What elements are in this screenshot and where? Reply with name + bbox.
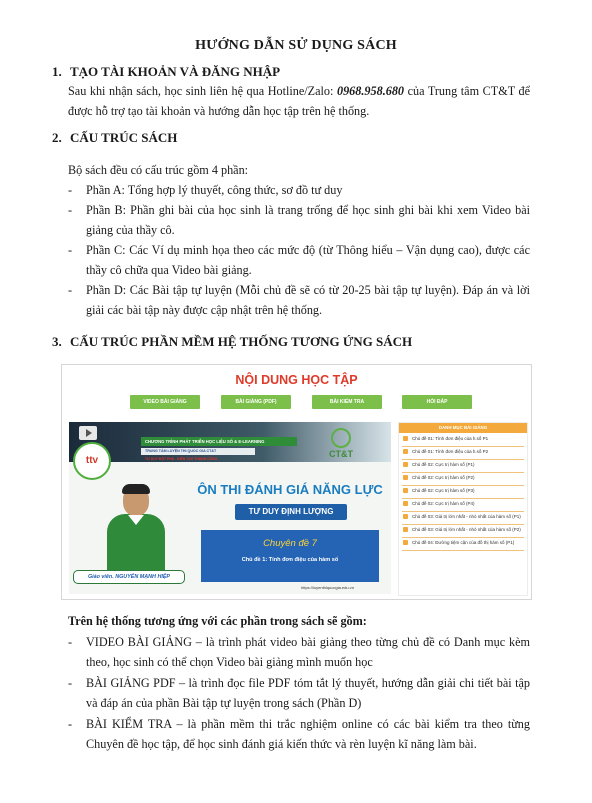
course-title: ÔN THI ĐÁNH GIÁ NĂNG LỰC xyxy=(197,482,383,497)
course-subtitle: TƯ DUY ĐỊNH LƯỢNG xyxy=(235,504,347,520)
section-number: 2. xyxy=(52,130,62,145)
list-item: - Phần C: Các Ví dụ minh họa theo các mức độ (từ Thông hiểu – Vận dụng cao), được các thầy cô chữa qua Video bài giảng. xyxy=(68,243,530,277)
section-1-paragraph xyxy=(68,81,530,121)
tab-tests[interactable]: BÀI KIỂM TRA xyxy=(312,395,382,409)
lecture-item[interactable]: Chủ đề 02: Cực trị hàm số (P4) xyxy=(402,499,524,512)
paragraph-text: Sau khi nhận sách, học sinh liên hệ qua Hotline/Zalo: xyxy=(68,84,337,98)
lecture-item[interactable]: Chủ đề 02: Cực trị hàm số (P3) xyxy=(402,486,524,499)
play-icon[interactable] xyxy=(79,426,97,440)
section-number: 1. xyxy=(52,64,62,79)
list-item: - BÀI KIỂM TRA – là phần mềm thi trắc nghiệm online có các bài kiểm tra theo từng Chuyên đề học tập, để học sinh đánh giá kiến thức và rèn luyện kĩ năng làm bài. xyxy=(68,717,530,751)
topic-number: Chuyên đề 7 xyxy=(263,538,317,549)
ttv-logo: ttv xyxy=(73,442,111,480)
list-item: - Phần D: Các Bài tập tự luyện (Mỗi chủ đề sẽ có từ 20-25 bài tập tự luyện). Đáp án và lời giải các bài tập này được cập nhật trên hệ thống. xyxy=(68,283,530,317)
section-3-intro: Trên hệ thống tương ứng với các phần trong sách sẽ gồm: xyxy=(68,614,367,628)
logo-ring-icon xyxy=(331,428,351,448)
center-banner: TRUNG TÂM LUYỆN THI QUỐC GIA CT&T xyxy=(141,448,255,455)
list-item: - BÀI GIẢNG PDF – là trình đọc file PDF tóm tắt lý thuyết, hướng dẫn giải chi tiết bài tập và đáp án của phần Bài tập tự luyện trong sách (Phần D) xyxy=(68,676,530,710)
lecture-item[interactable]: Chủ đề 04: Đường tiệm cận của đồ thị hàm số (P1) xyxy=(402,538,524,551)
lecture-item[interactable]: Chủ đề 02: Cực trị hàm số (P2) xyxy=(402,473,524,486)
ctt-logo xyxy=(311,428,371,466)
topic-box xyxy=(201,530,379,582)
lecture-item[interactable]: Chủ đề 02: Cực trị hàm số (P1) xyxy=(402,460,524,473)
lecture-item[interactable]: Chủ đề 01: Tính đơn điệu của h.số P1 xyxy=(402,434,524,447)
teacher-photo xyxy=(105,486,167,582)
panel-title: DANH MỤC BÀI GIẢNG xyxy=(399,423,527,433)
tab-video-lectures[interactable]: VIDEO BÀI GIẢNG xyxy=(130,395,200,409)
section-title: CẤU TRÚC PHẦN MỀM HỆ THỐNG TƯƠNG ỨNG SÁCH xyxy=(70,334,413,349)
section-3-heading xyxy=(52,334,412,350)
website-url: https://luyenthiquocgia.edu.vn xyxy=(301,585,354,590)
brand-text: CT&T xyxy=(329,449,353,459)
lecture-list-panel xyxy=(398,422,528,596)
program-banner: CHƯƠNG TRÌNH PHÁT TRIỂN HỌC LIỆU SỐ & E-LEARNING xyxy=(141,437,297,446)
paragraph-text: của Trung tâm CT&T để được hỗ trợ tạo tài khoản và hướng dẫn học tập trên hệ thống. xyxy=(68,84,531,118)
teacher-label: Giáo viên. NGUYỄN MẠNH HIỆP xyxy=(73,570,185,584)
content-heading: NỘI DUNG HỌC TẬP xyxy=(235,373,358,387)
section-2-intro: Bộ sách đều có cấu trúc gồm 4 phần: xyxy=(68,163,249,177)
lecture-list xyxy=(399,433,527,552)
slogan-banner: TƯ DUY ĐỘT PHÁ - KIẾN TẠO THÀNH CÔNG xyxy=(145,457,218,461)
section-title: TẠO TÀI KHOẢN VÀ ĐĂNG NHẬP xyxy=(70,64,281,79)
section-1-heading xyxy=(52,64,280,80)
list-item: - Phần A: Tổng hợp lý thuyết, công thức, sơ đồ tư duy xyxy=(68,183,343,197)
hotline-number: 0968.958.680 xyxy=(336,84,405,98)
system-screenshot xyxy=(61,364,532,600)
topic-name: Chủ đề 1: Tính đơn điệu của hàm số xyxy=(241,557,339,563)
lecture-item[interactable]: Chủ đề 03: Giá trị lớn nhất - nhỏ nhất của hàm số (P1) xyxy=(402,512,524,525)
lecture-item[interactable]: Chủ đề 01: Tính đơn điệu của h.số P2 xyxy=(402,447,524,460)
tab-pdf-lectures[interactable]: BÀI GIẢNG (PDF) xyxy=(221,395,291,409)
video-player[interactable] xyxy=(69,422,391,594)
section-title: CẤU TRÚC SÁCH xyxy=(70,130,178,145)
section-number: 3. xyxy=(52,334,62,349)
tab-qa[interactable]: HỎI ĐÁP xyxy=(402,395,472,409)
section-2-heading xyxy=(52,130,177,146)
lecture-item[interactable]: Chủ đề 03: Giá trị lớn nhất - nhỏ nhất của hàm số (P2) xyxy=(402,525,524,538)
list-item: - Phần B: Phần ghi bài của học sinh là trang trống để học sinh ghi bài khi xem Video bài giảng của thầy cô. xyxy=(68,203,530,237)
document-title: HƯỚNG DẪN SỬ DỤNG SÁCH xyxy=(195,38,397,53)
list-item: - VIDEO BÀI GIẢNG – là trình phát video bài giảng theo từng chủ đề có Danh mục kèm theo, học sinh có thể chọn Video bài giảng mình muốn học xyxy=(68,635,530,669)
